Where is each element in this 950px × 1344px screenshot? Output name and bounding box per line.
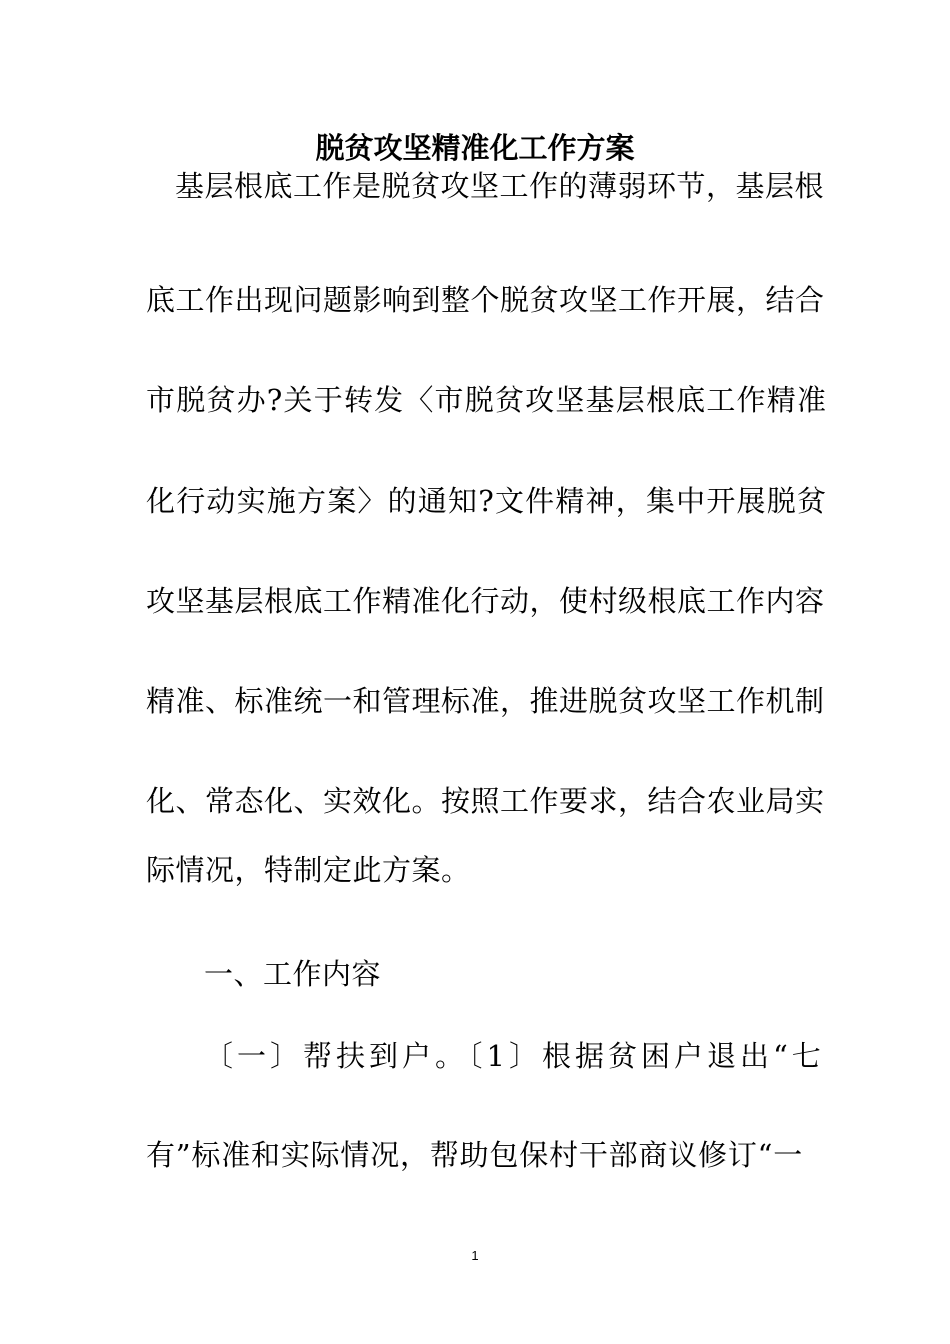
paragraph-line: 化、常态化、实效化。按照工作要求，结合农业局实	[146, 784, 825, 818]
paragraph-line: 〔一〕帮扶到户。〔1〕根据贫困户退出“七	[204, 1039, 825, 1073]
paragraph-line: 基层根底工作是脱贫攻坚工作的薄弱环节，基层根	[175, 169, 825, 203]
paragraph-line: 攻坚基层根底工作精准化行动，使村级根底工作内容	[146, 584, 825, 618]
paragraph-line: 化行动实施方案〉的通知?文件精神，集中开展脱贫	[146, 484, 828, 518]
paragraph-line: 有”标准和实际情况，帮助包保村干部商议修订“一	[146, 1138, 804, 1172]
paragraph-line: 市脱贫办?关于转发〈市脱贫攻坚基层根底工作精准	[146, 383, 828, 417]
document-title: 脱贫攻坚精准化工作方案	[315, 131, 635, 165]
paragraph-line: 精准、标准统一和管理标准，推进脱贫攻坚工作机制	[146, 684, 825, 718]
paragraph-line: 底工作出现问题影响到整个脱贫攻坚工作开展，结合	[146, 283, 825, 317]
page-number: 1	[471, 1248, 479, 1263]
paragraph-line: 际情况，特制定此方案。	[146, 853, 471, 887]
section-heading: 一、工作内容	[204, 957, 382, 991]
